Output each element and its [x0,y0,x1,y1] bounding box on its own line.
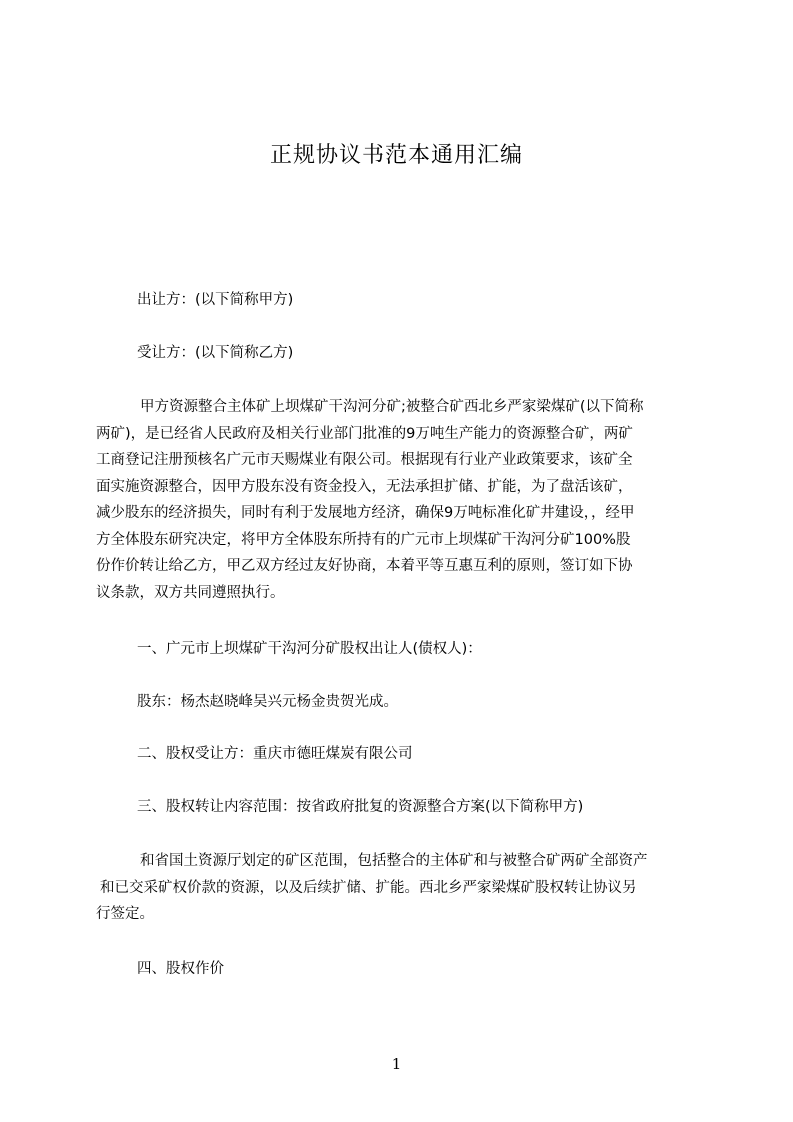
transferee-line: 受让方：(以下简称乙方) [137,345,294,361]
page-number: 1 [391,1055,402,1073]
intro-paragraph [96,394,700,606]
scope-line: 和省国土资源厅划定的矿区范围，包括整合的主体矿和与被整合矿两矿全部资产 [140,853,648,869]
scope-line: 和已交采矿权价款的资源，以及后续扩储、扩能。西北乡严家梁煤矿股权转让协议另 [100,879,637,896]
transferor-line: 出让方：(以下简称甲方) [137,292,294,308]
shareholders-line: 股东：杨杰赵晓峰吴兴元杨金贵贺光成。 [137,694,398,710]
section-4-heading: 四、股权作价 [137,961,224,977]
scope-paragraph [96,848,700,928]
intro-line: 份作价转让给乙方，甲乙双方经过友好协商，本着平等互惠互利的原则，签订如下协 [96,558,633,574]
intro-line: 面实施资源整合，因甲方股东没有资金投入，无法承担扩储、扩能，为了盘活该矿， [96,478,633,495]
intro-line: 方全体股东研究决定，将甲方全体股东所持有的广元市上坝煤矿干沟河分矿100%股 [96,531,631,548]
section-3-heading: 三、股权转让内容范围：按省政府批复的资源整合方案(以下简称甲方) [137,799,584,815]
intro-line: 减少股东的经济损失，同时有利于发展地方经济，确保9万吨标准化矿井建设，，经甲 [96,505,635,521]
intro-line: 工商登记注册预核名广元市天赐煤业有限公司。根据现有行业产业政策要求，该矿全 [96,452,633,468]
scope-line: 行签定。 [96,906,154,922]
intro-line: 甲方资源整合主体矿上坝煤矿干沟河分矿;被整合矿西北乡严家梁煤矿(以下简称 [140,399,644,415]
intro-line: 两矿)，是已经省人民政府及相关行业部门批准的9万吨生产能力的资源整合矿，两矿 [96,425,633,442]
intro-line: 议条款，双方共同遵照执行。 [96,584,285,601]
document-title: 正规协议书范本通用汇编 [269,143,523,168]
section-2-heading: 二、股权受让方：重庆市德旺煤炭有限公司 [137,746,413,762]
section-1-heading: 一、广元市上坝煤矿干沟河分矿股权出让人(债权人)： [137,641,482,657]
